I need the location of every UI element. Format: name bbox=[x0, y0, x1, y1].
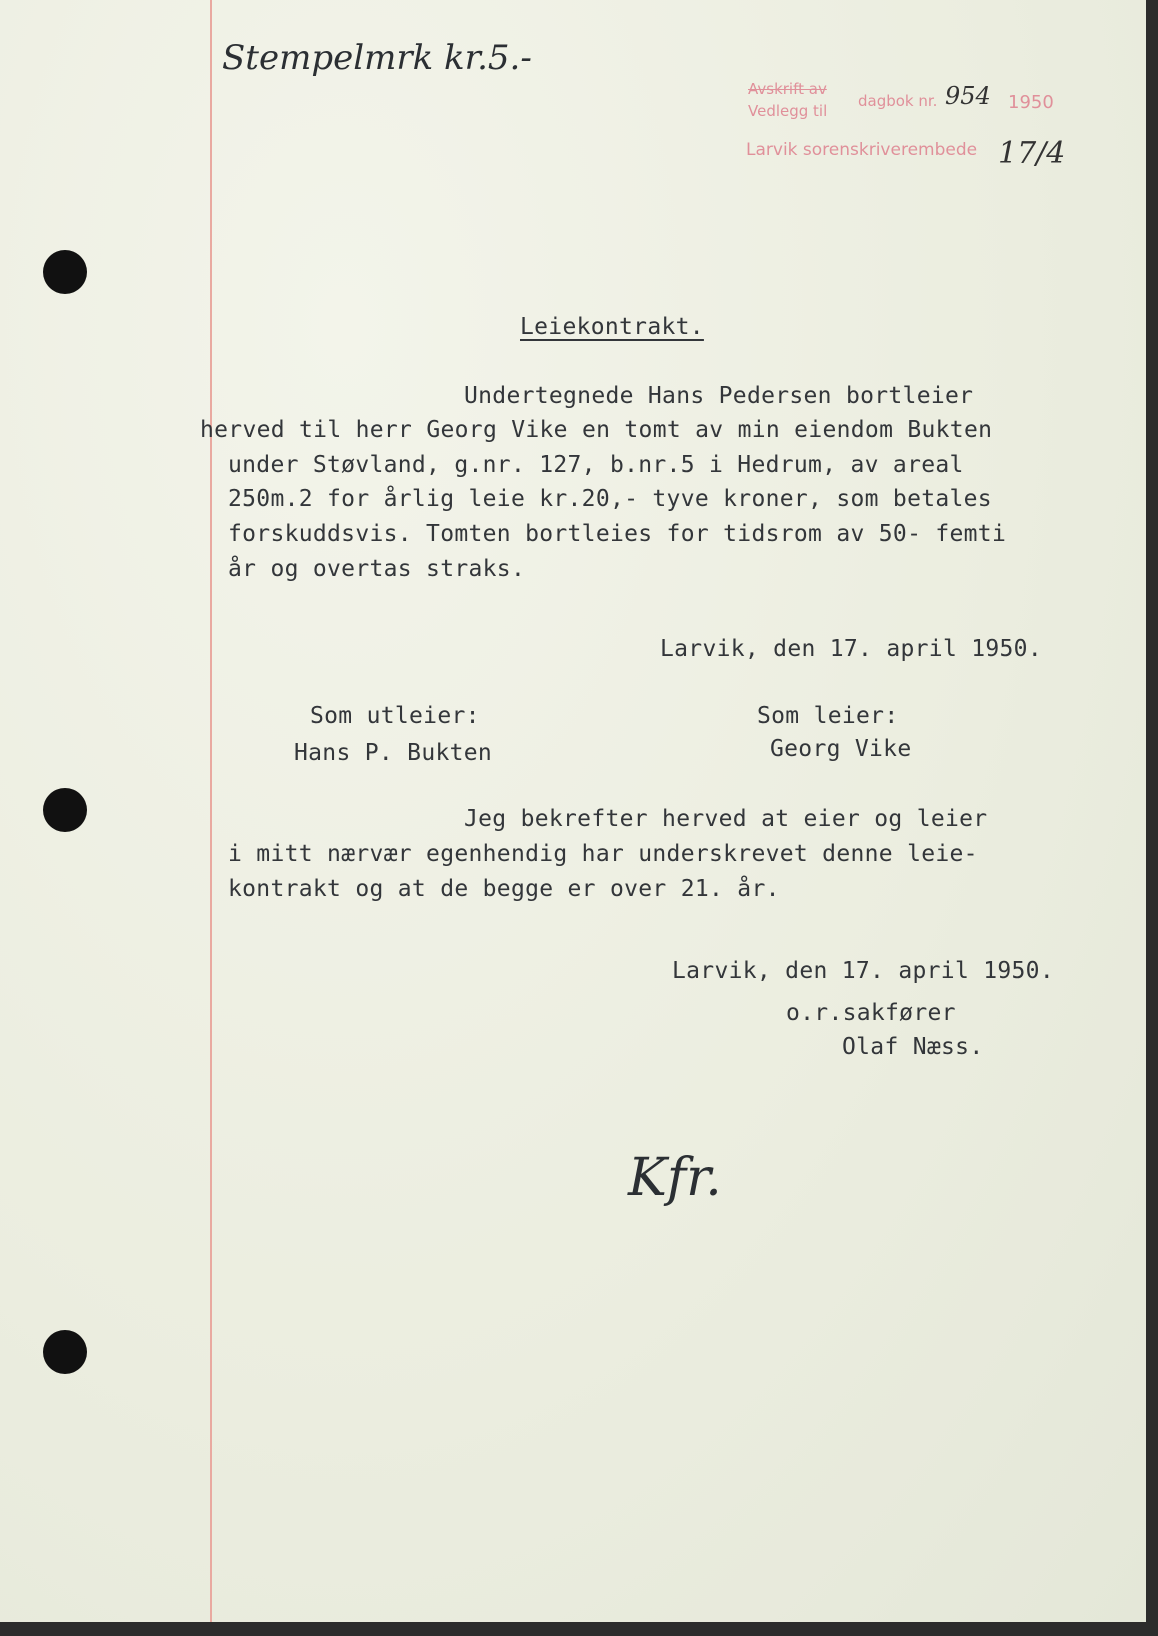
handwritten-stamp-fee: Stempelmrk kr.5.- bbox=[222, 38, 532, 78]
lessor-label: Som utleier: bbox=[310, 703, 480, 729]
punch-hole bbox=[43, 1330, 87, 1374]
confirm-line: Jeg bekrefter herved at eier og leier bbox=[464, 806, 988, 832]
stamp-number: 954 bbox=[945, 82, 991, 110]
punch-hole bbox=[43, 250, 87, 294]
stamp-dagbok: dagbok nr. bbox=[858, 92, 938, 110]
handwritten-initials: Kfr. bbox=[628, 1148, 722, 1208]
margin-line bbox=[210, 0, 212, 1622]
body-line: herved til herr Georg Vike en tomt av min eiendom Bukten bbox=[200, 417, 993, 443]
body-line: år og overtas straks. bbox=[228, 556, 526, 582]
body-line: Undertegnede Hans Pedersen bortleier bbox=[464, 383, 974, 409]
body-line: under Støvland, g.nr. 127, b.nr.5 i Hedrum, av areal bbox=[228, 452, 964, 478]
confirm-line: kontrakt og at de begge er over 21. år. bbox=[228, 876, 780, 902]
confirm-line: i mitt nærvær egenhendig har underskrevet denne leie- bbox=[228, 841, 978, 867]
scan-edge-right bbox=[1146, 0, 1158, 1636]
stamp-line-1: Avskrift av bbox=[748, 80, 827, 98]
stamp-year: 1950 bbox=[1008, 92, 1054, 113]
scan-edge-bottom bbox=[0, 1622, 1158, 1636]
stamp-line-2: Vedlegg til bbox=[748, 102, 828, 120]
body-line: 250m.2 for årlig leie kr.20,- tyve kroner, som betales bbox=[228, 486, 992, 512]
lessor-signature: Hans P. Bukten bbox=[294, 740, 493, 766]
body-line: forskuddsvis. Tomten bortleies for tidsrom av 50- femti bbox=[228, 521, 1007, 547]
stamp-date-handwritten: 17/4 bbox=[998, 136, 1066, 171]
punch-hole bbox=[43, 788, 87, 832]
place-date-2: Larvik, den 17. april 1950. bbox=[672, 958, 1054, 984]
lessee-signature: Georg Vike bbox=[770, 736, 912, 762]
document-title: Leiekontrakt. bbox=[520, 314, 704, 340]
stamp-office: Larvik sorenskriverembede bbox=[746, 140, 978, 160]
place-date-1: Larvik, den 17. april 1950. bbox=[660, 636, 1042, 662]
witness-signature: Olaf Næss. bbox=[842, 1034, 984, 1060]
witness-title: o.r.sakfører bbox=[786, 1000, 956, 1026]
lessee-label: Som leier: bbox=[757, 703, 899, 729]
